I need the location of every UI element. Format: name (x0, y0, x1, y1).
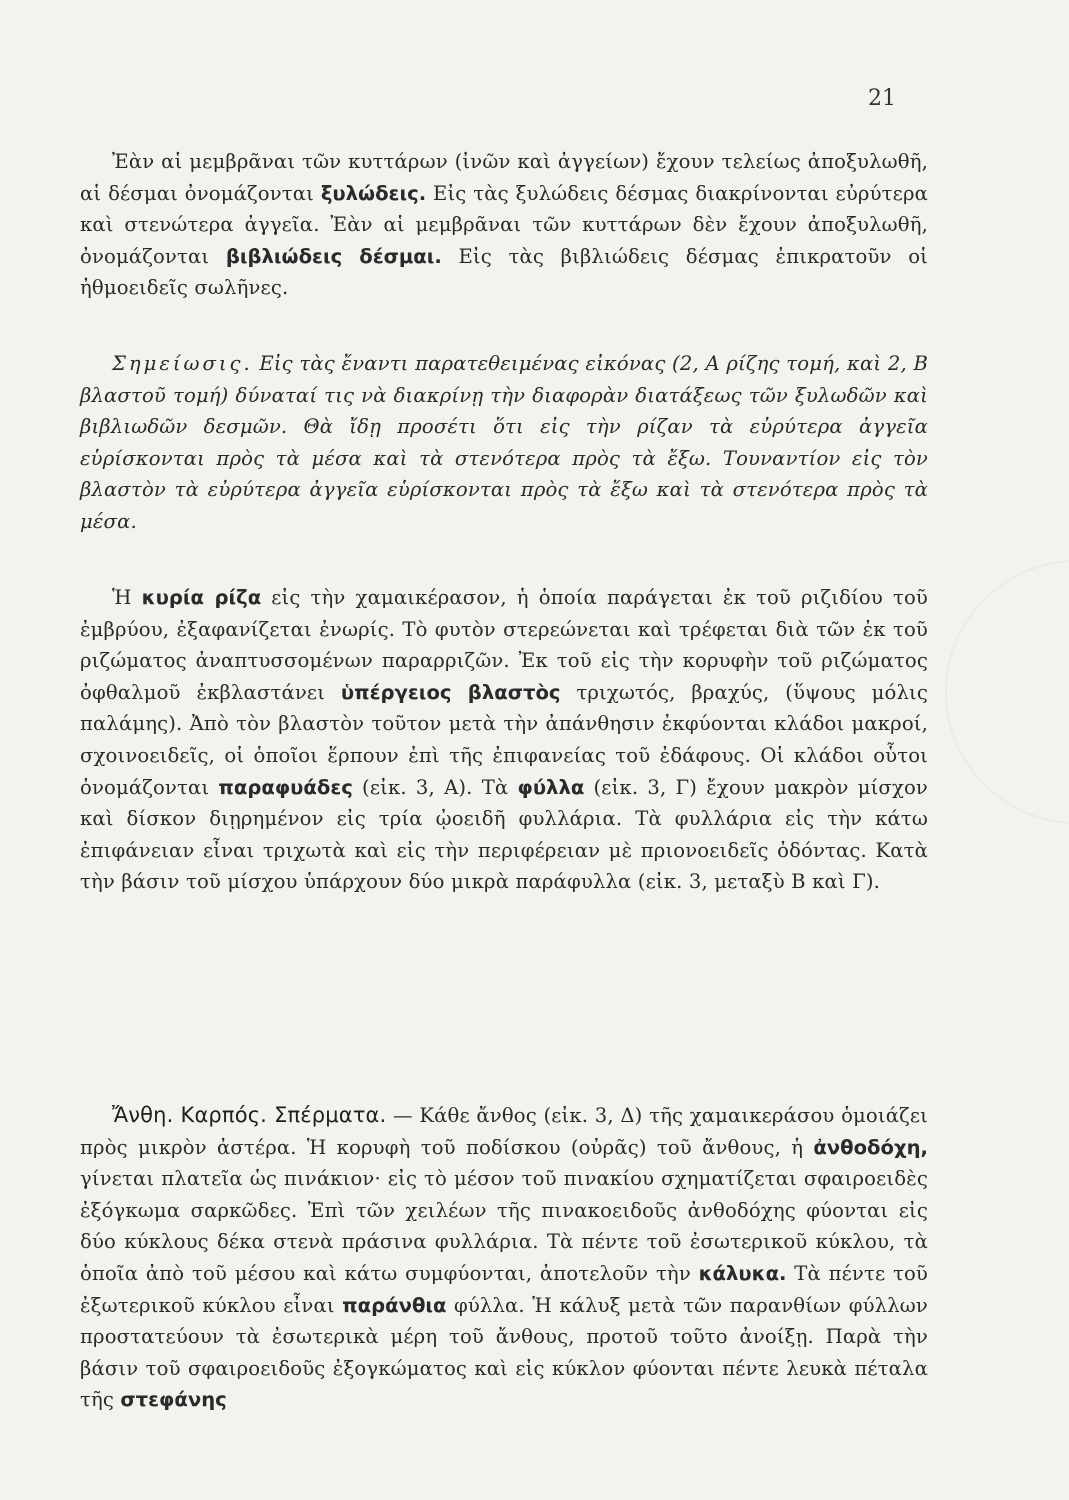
term-fylla: φύλλα (517, 775, 585, 799)
term-anthodochi: ἀνθοδόχη, (813, 1135, 928, 1159)
note-label: Σημείωσις. (112, 352, 253, 375)
paragraph-xylem-phloem (80, 146, 928, 304)
paragraph-flowers (80, 1100, 928, 1416)
term-parafyades: παραφυάδες (218, 775, 353, 799)
term-ypergeios-vlastos: ὑπέργειος βλαστὸς (340, 680, 561, 704)
note-paragraph (80, 348, 928, 538)
faint-library-stamp (945, 560, 1069, 824)
term-kyria-riza: κυρία ρίζα (141, 586, 262, 609)
term-xylodeis: ξυλώδεις. (320, 181, 427, 205)
term-kalyka: κάλυκα. (698, 1261, 787, 1285)
paragraph-text: Ἐὰν αἱ μεμβρᾶναι τῶν κυττάρων (ἰνῶν καὶ ἀγγείων) ἔχουν τελείως ἀποξυλωθῆ, αἱ δέσμαι ὀνομάζονται ξυλώδεις. Εἰς τὰς ξυλώδεις δέσμας διακρίνονται εὐρύτερα καὶ στενώτερα ἀγγεῖα. Ἐὰν αἱ μεμβρᾶναι τῶν κυττάρων δὲν ἔχουν ἀποξυλωθῆ, ὀνομάζονται βιβλιώδεις δέσμαι. Εἰς τὰς βιβλιώδεις δέσμας ἐπικρατοῦν οἱ ἠθμοειδεῖς σωλῆνες. (80, 150, 928, 300)
page-number: 21 (868, 86, 896, 111)
term-paranthia: παράνθια (342, 1293, 447, 1317)
paragraph-text: Ἄνθη. Καρπός. Σπέρματα. — Κάθε ἄνθος (εἰκ. 3, Δ) τῆς χαμαικεράσου ὁμοιάζει πρὸς μικρὸν ἀστέρα. Ἡ κορυφὴ τοῦ ποδίσκου (οὐρᾶς) τοῦ ἄνθους, ἡ ἀνθοδόχη, γίνεται πλατεῖα ὡς πινάκιον· εἰς τὸ μέσον τοῦ πινακίου σχηματίζεται σφαιροειδὲς ἐξόγκωμα σαρκῶδες. Ἐπὶ τῶν χειλέων τῆς πινακοειδοῦς ἀνθοδόχης φύονται εἰς δύο κύκλους δέκα στενὰ πράσινα φυλλάρια. Τὰ πέντε τοῦ ἐσωτερικοῦ κύκλου, τὰ ὁποῖα ἀπὸ τοῦ μέσου καὶ κάτω συμφύονται, ἀποτελοῦν τὴν κάλυκα. Τὰ πέντε τοῦ ἐξωτερικοῦ κύκλου εἶναι παράνθια φύλλα. Ἡ κάλυξ μετὰ τῶν παρανθίων φύλλων προστατεύουν τὰ ἐσωτερικὰ μέρη τοῦ ἄνθους, προτοῦ τοῦτο ἀνοίξῃ. Παρὰ τὴν βάσιν τοῦ σφαιροειδοῦς ἐξογκώματος καὶ εἰς κύκλον φύονται πέντε λευκὰ πέταλα τῆς στεφάνης (80, 1103, 928, 1412)
paragraph-root-stem-leaves (80, 582, 928, 898)
note-text: Σημείωσις. Εἰς τὰς ἔναντι παρατεθειμένας εἰκόνας (2, Α ρίζης τομή, καὶ 2, Β βλαστοῦ τομή) δύναταί τις νὰ διακρίνῃ τὴν διαφορὰν διατάξεως τῶν ξυλωδῶν καὶ βιβλιωδῶν δεσμῶν. Θὰ ἴδῃ προσέτι ὅτι εἰς τὴν ρίζαν τὰ εὐρύτερα ἀγγεῖα εὑρίσκονται πρὸς τὰ μέσα καὶ τὰ στενότερα πρὸς τὰ ἔξω. Τουναντίον εἰς τὸν βλαστὸν τὰ εὐρύτερα ἀγγεῖα εὑρίσκονται πρὸς τὰ ἔξω καὶ τὰ στενότερα πρὸς τὰ μέσα. (80, 352, 928, 533)
section-heading: Ἄνθη. Καρπός. Σπέρματα. (112, 1103, 387, 1127)
term-stefanis: στεφάνης (120, 1388, 227, 1412)
paragraph-text: Ἡ κυρία ρίζα εἰς τὴν χαμαικέρασον, ἡ ὁποία παράγεται ἐκ τοῦ ριζιδίου τοῦ ἐμβρύου, ἐξαφανίζεται ἐνωρίς. Τὸ φυτὸν στερεώνεται καὶ τρέφεται διὰ τῶν ἐκ τοῦ ριζώματος ἀναπτυσσομένων παραρριζῶν. Ἐκ τοῦ εἰς τὴν κορυφὴν τοῦ ριζώματος ὀφθαλμοῦ ἐκβλαστάνει ὑπέργειος βλαστὸς τριχωτός, βραχύς, (ὕψους μόλις παλάμης). Ἀπὸ τὸν βλαστὸν τοῦτον μετὰ τὴν ἀπάνθησιν ἐκφύονται κλάδοι μακροί, σχοινοειδεῖς, οἱ ὁποῖοι ἕρπουν ἐπὶ τῆς ἐπιφανείας τοῦ ἐδάφους. Οἱ κλάδοι οὗτοι ὀνομάζονται παραφυάδες (εἰκ. 3, Α). Τὰ φύλλα (εἰκ. 3, Γ) ἔχουν μακρὸν μίσχον καὶ δίσκον διῃρημένον εἰς τρία ᾠοειδῆ φυλλάρια. Τὰ φυλλάρια εἰς τὴν κάτω ἐπιφάνειαν εἶναι τριχωτὰ καὶ εἰς τὴν περιφέρειαν μὲ πριονοειδεῖς ὀδόντας. Κατὰ τὴν βάσιν τοῦ μίσχου ὑπάρχουν δύο μικρὰ παράφυλλα (εἰκ. 3, μεταξὺ Β καὶ Γ). (80, 586, 928, 894)
term-vivliodeis-desmai: βιβλιώδεις δέσμαι. (225, 244, 442, 268)
